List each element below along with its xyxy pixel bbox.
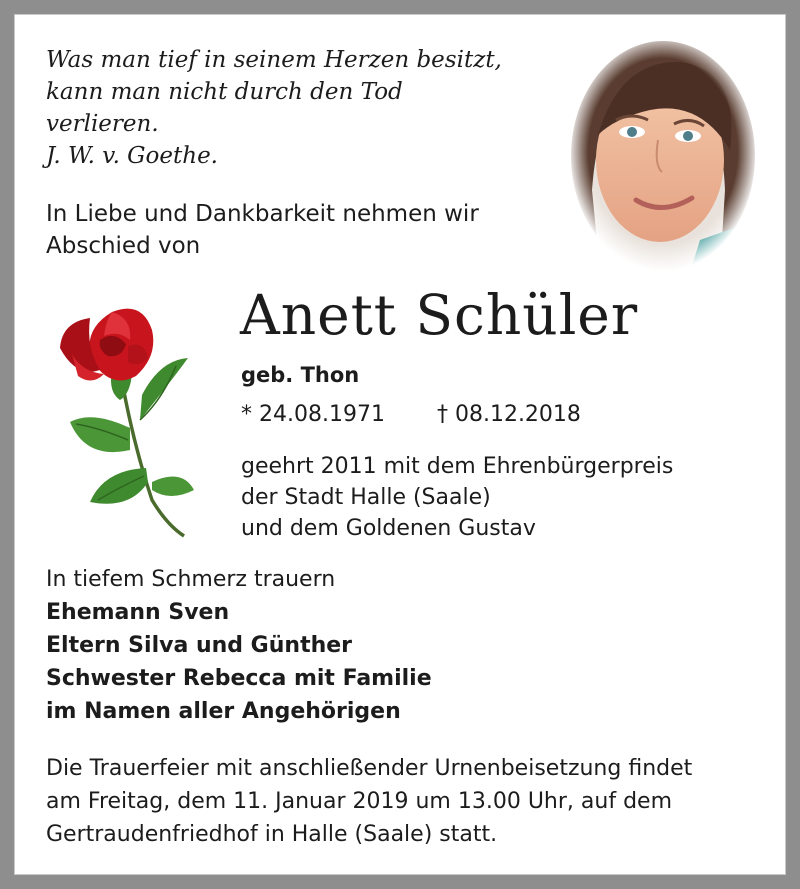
- honors-text: [241, 451, 673, 544]
- mourner-name: Schwester Rebecca mit Familie: [46, 666, 432, 691]
- mourner-name: im Namen aller Angehörigen: [46, 699, 401, 724]
- maiden-name: geb. Thon: [241, 363, 360, 387]
- life-dates: [241, 400, 581, 430]
- rose-icon: [52, 300, 202, 540]
- funeral-notice: [46, 752, 692, 851]
- honors-line: der Stadt Halle (Saale): [241, 485, 491, 510]
- funeral-line: Gertraudenfriedhof in Halle (Saale) statt.: [46, 822, 498, 847]
- portrait-photo: [570, 40, 756, 272]
- deceased-name: Anett Schüler: [240, 283, 639, 347]
- intro-line: Abschied von: [46, 233, 201, 259]
- mourners-block: [46, 563, 432, 728]
- quote-line: verlieren.: [46, 111, 159, 137]
- mourner-name: Eltern Silva und Günther: [46, 633, 353, 658]
- mourner-name: Ehemann Sven: [46, 600, 230, 625]
- intro-line: In Liebe und Dankbarkeit nehmen wir: [46, 201, 479, 227]
- honors-line: geehrt 2011 mit dem Ehrenbürgerpreis: [241, 454, 674, 479]
- death-date: † 08.12.2018: [436, 402, 581, 427]
- quote-author: J. W. v. Goethe.: [46, 143, 218, 169]
- quote-line: kann man nicht durch den Tod: [46, 79, 403, 105]
- quote-line: Was man tief in seinem Herzen besitzt,: [46, 47, 502, 73]
- honors-line: und dem Goldenen Gustav: [241, 516, 536, 541]
- funeral-line: am Freitag, dem 11. Januar 2019 um 13.00 Uhr, auf dem: [46, 789, 673, 814]
- goethe-quote: [46, 44, 566, 172]
- farewell-intro: [46, 198, 479, 262]
- mourners-heading: In tiefem Schmerz trauern: [46, 567, 336, 592]
- birth-date: * 24.08.1971: [241, 402, 385, 427]
- funeral-line: Die Trauerfeier mit anschließender Urnenbeisetzung findet: [46, 756, 693, 781]
